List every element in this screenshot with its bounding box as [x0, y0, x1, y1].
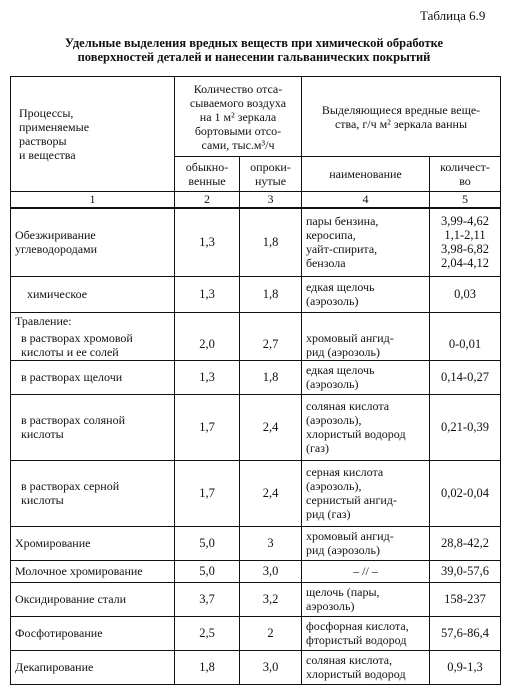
substance-cell: фосфорная кислота, фтористый водород	[302, 616, 430, 650]
air-tipping-cell: 2	[240, 616, 302, 650]
air-ordinary-cell	[175, 312, 240, 330]
header-ordinary: обыкно- венные	[175, 157, 240, 192]
air-tipping-cell	[240, 312, 302, 330]
process-cell: в растворах серной кислоты	[11, 460, 175, 526]
substance-cell: соляная кислота (аэрозоль), хлористый водород (газ)	[302, 394, 430, 460]
process-cell: Декапирование	[11, 650, 175, 684]
amount-cell: 57,6-86,4	[430, 616, 501, 650]
process-cell: химическое	[11, 276, 175, 312]
air-tipping-cell: 2,4	[240, 460, 302, 526]
air-tipping-cell: 1,8	[240, 208, 302, 276]
process-cell: Фосфотирование	[11, 616, 175, 650]
amount-cell	[430, 312, 501, 330]
process-cell: Хромирование	[11, 526, 175, 560]
substance-cell: соляная кислота, хлористый водород	[302, 650, 430, 684]
table-row	[11, 616, 501, 650]
amount-cell: 39,0-57,6	[430, 560, 501, 582]
air-ordinary-cell: 1,8	[175, 650, 240, 684]
header-substance-name: наименование	[302, 157, 430, 192]
air-ordinary-cell: 5,0	[175, 526, 240, 560]
table-row	[11, 650, 501, 684]
process-cell: Молочное хромирование	[11, 560, 175, 582]
process-cell: в растворах щелочи	[11, 360, 175, 394]
substance-cell	[302, 312, 430, 330]
air-ordinary-cell: 3,7	[175, 582, 240, 616]
substance-cell: серная кислота (аэрозоль), сернистый ангид- рид (газ)	[302, 460, 430, 526]
header-emissions: Выделяющиеся вредные веще- ства, г/ч м² зеркала ванны	[302, 77, 501, 157]
amount-cell: 0,21-0,39	[430, 394, 501, 460]
amount-cell: 0,9-1,3	[430, 650, 501, 684]
column-index-3: 3	[240, 192, 302, 209]
substance-cell: едкая щелочь (аэрозоль)	[302, 360, 430, 394]
column-index-5: 5	[430, 192, 501, 209]
process-cell: Обезжиривание углеводородами	[11, 208, 175, 276]
emissions-table	[10, 76, 501, 685]
table-row	[11, 526, 501, 560]
air-ordinary-cell: 2,5	[175, 616, 240, 650]
header-processes: Процессы, применяемые растворы и вещества	[11, 77, 175, 192]
amount-cell: 158-237	[430, 582, 501, 616]
substance-cell: хромовый ангид- рид (аэрозоль)	[302, 330, 430, 361]
air-tipping-cell: 3	[240, 526, 302, 560]
air-ordinary-cell: 1,3	[175, 360, 240, 394]
process-cell: в растворах хромовой кислоты и ее солей	[11, 330, 175, 361]
table-row	[11, 582, 501, 616]
substance-cell: – // –	[302, 560, 430, 582]
header-amount: количест- во	[430, 157, 501, 192]
air-ordinary-cell: 1,7	[175, 394, 240, 460]
substance-cell: пары бензина, керосипа, уайт-спирита, бензола	[302, 208, 430, 276]
air-tipping-cell: 1,8	[240, 360, 302, 394]
air-ordinary-cell: 1,3	[175, 208, 240, 276]
amount-cell: 0,03	[430, 276, 501, 312]
air-ordinary-cell: 1,3	[175, 276, 240, 312]
process-cell: Травление:	[11, 312, 175, 330]
amount-cell: 0,02-0,04	[430, 460, 501, 526]
table-row	[11, 394, 501, 460]
table-row	[11, 330, 501, 361]
air-tipping-cell: 3,2	[240, 582, 302, 616]
process-cell: в растворах соляной кислоты	[11, 394, 175, 460]
amount-cell: 0,14-0,27	[430, 360, 501, 394]
air-ordinary-cell: 5,0	[175, 560, 240, 582]
amount-cell: 0-0,01	[430, 330, 501, 361]
table-row	[11, 460, 501, 526]
substance-cell: хромовый ангид- рид (аэрозоль)	[302, 526, 430, 560]
column-index-1: 1	[11, 192, 175, 209]
substance-cell: едкая щелочь (аэрозоль)	[302, 276, 430, 312]
air-ordinary-cell: 2,0	[175, 330, 240, 361]
amount-cell: 3,99-4,62 1,1-2,11 3,98-6,82 2,04-4,12	[430, 208, 501, 276]
air-tipping-cell: 3,0	[240, 560, 302, 582]
table-row	[11, 560, 501, 582]
table-row	[11, 208, 501, 276]
air-tipping-cell: 3,0	[240, 650, 302, 684]
table-title: Удельные выделения вредных веществ при химической обработке поверхностей деталей и нанесении гальванических покрытий	[64, 36, 444, 64]
table-row	[11, 276, 501, 312]
table-row	[11, 360, 501, 394]
column-index-4: 4	[302, 192, 430, 209]
header-tipping: опроки- нутые	[240, 157, 302, 192]
column-index-2: 2	[175, 192, 240, 209]
process-cell: Оксидирование стали	[11, 582, 175, 616]
table-number: Таблица 6.9	[420, 8, 486, 23]
table-row	[11, 312, 501, 330]
air-tipping-cell: 2,4	[240, 394, 302, 460]
air-ordinary-cell: 1,7	[175, 460, 240, 526]
amount-cell: 28,8-42,2	[430, 526, 501, 560]
air-tipping-cell: 2,7	[240, 330, 302, 361]
air-tipping-cell: 1,8	[240, 276, 302, 312]
header-air-volume: Количество отса- сываемого воздуха на 1 м² зеркала бортовыми отсо- сами, тыс.м³/ч	[175, 77, 302, 157]
substance-cell: щелочь (пары, аэрозоль)	[302, 582, 430, 616]
